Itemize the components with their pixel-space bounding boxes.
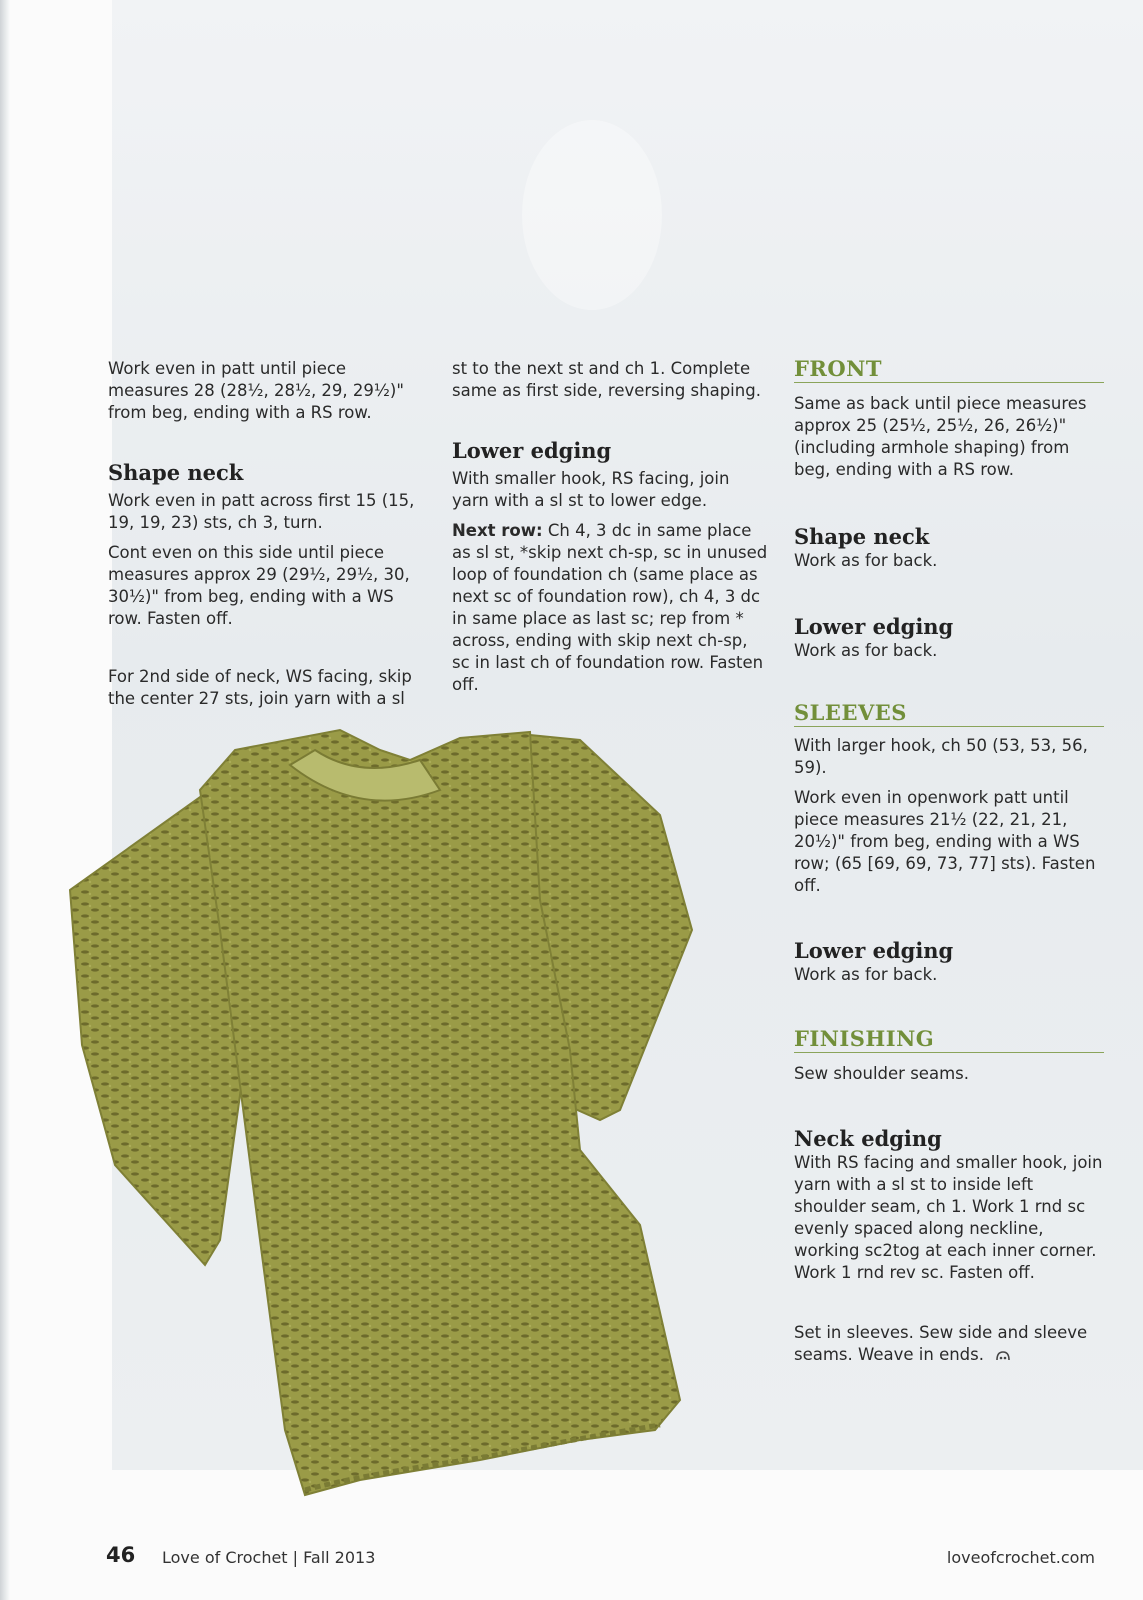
finishing-paragraph: Sew shoulder seams. — [794, 1064, 969, 1083]
footer-separator: | — [292, 1548, 299, 1567]
issue-label: Fall 2013 — [303, 1548, 376, 1567]
column-2-lower-edging — [452, 438, 770, 696]
next-row-label: Next row: — [452, 521, 543, 540]
column-3 — [794, 358, 1104, 481]
final-paragraph-text: Set in sleeves. Sew side and sleeve seams. Weave in ends. — [794, 1323, 1088, 1364]
crochet-end-mark-icon — [995, 1350, 1011, 1362]
heading-front: FRONT — [794, 358, 1104, 383]
crochet-sweater-photo — [60, 720, 710, 1520]
col2-paragraph-3 — [452, 520, 770, 696]
next-row-text: Ch 4, 3 dc in same place as sl st, *skip next ch-sp, sc in unused loop of foundation ch (same place as next sc of foundation row), ch 4, 3 dc in same place as last sc; rep from * across, ending with skip next ch-sp, sc in last ch of foundation row. Fasten off. — [452, 521, 768, 694]
heading-shape-neck: Shape neck — [108, 460, 244, 485]
heading-sleeves: SLEEVES — [794, 702, 1104, 727]
col1-paragraph-1: Work even in patt until piece measures 28 (28½, 28½, 29, 29½)" from beg, ending with a RS row. — [108, 359, 404, 422]
background-figure — [522, 120, 662, 310]
column-3-sleeves — [794, 702, 1104, 897]
final-paragraph — [794, 1322, 1104, 1366]
sleeves-paragraph-1: With larger hook, ch 50 (53, 53, 56, 59). — [794, 736, 1088, 777]
col1-paragraph-4: For 2nd side of neck, WS facing, skip the center 27 sts, join yarn with a sl — [108, 667, 412, 708]
column-1-tail — [108, 666, 428, 710]
column-3-shape-neck — [794, 524, 1104, 572]
footer-website: loveofcrochet.com — [946, 1548, 1095, 1567]
heading-front-lower-edging: Lower edging — [794, 614, 954, 639]
col2-paragraph-2: With smaller hook, RS facing, join yarn with a sl st to lower edge. — [452, 469, 730, 510]
front-paragraph: Same as back until piece measures approx 25 (25½, 25½, 26, 26½)" (including armhole shaping) from beg, ending with a RS row. — [794, 394, 1087, 479]
magazine-name: Love of Crochet — [162, 1548, 288, 1567]
column-1 — [108, 358, 428, 424]
sleeves-paragraph-2: Work even in openwork patt until piece measures 21½ (22, 21, 21, 20½)" from beg, ending with a WS row; (65 [69, 69, 73, 77] sts). Fasten off. — [794, 788, 1096, 895]
column-3-finishing — [794, 1028, 1104, 1085]
col1-paragraph-3: Cont even on this side until piece measures approx 29 (29½, 29½, 30, 30½)" from beg, ending with a WS row. Fasten off. — [108, 543, 410, 628]
heading-lower-edging: Lower edging — [452, 438, 612, 463]
col1-paragraph-2: Work even in patt across first 15 (15, 19, 19, 23) sts, ch 3, turn. — [108, 491, 415, 532]
front-lower-edging-paragraph: Work as for back. — [794, 641, 938, 660]
column-3-neck-edging — [794, 1126, 1104, 1284]
neck-edging-paragraph: With RS facing and smaller hook, join yarn with a sl st to inside left shoulder seam, ch 1. Work 1 rnd sc evenly spaced along neckline, working sc2tog at each inner corner. Work 1 rnd rev sc. Fasten off. — [794, 1153, 1103, 1282]
heading-neck-edging: Neck edging — [794, 1126, 942, 1151]
sleeve-lower-edging-paragraph: Work as for back. — [794, 965, 938, 984]
heading-sleeve-lower-edging: Lower edging — [794, 938, 954, 963]
heading-front-shape-neck: Shape neck — [794, 524, 930, 549]
page-spine — [0, 0, 10, 1600]
column-3-lower-edging — [794, 614, 1104, 662]
column-3-final — [794, 1322, 1104, 1366]
col2-paragraph-1: st to the next st and ch 1. Complete same as first side, reversing shaping. — [452, 359, 761, 400]
heading-finishing: FINISHING — [794, 1028, 1104, 1053]
column-1-shape-neck — [108, 460, 428, 630]
column-2 — [452, 358, 770, 402]
footer-magazine — [162, 1548, 375, 1567]
column-3-sleeve-lower-edging — [794, 938, 1104, 986]
page-number: 46 — [106, 1543, 136, 1567]
front-shape-neck-paragraph: Work as for back. — [794, 551, 938, 570]
